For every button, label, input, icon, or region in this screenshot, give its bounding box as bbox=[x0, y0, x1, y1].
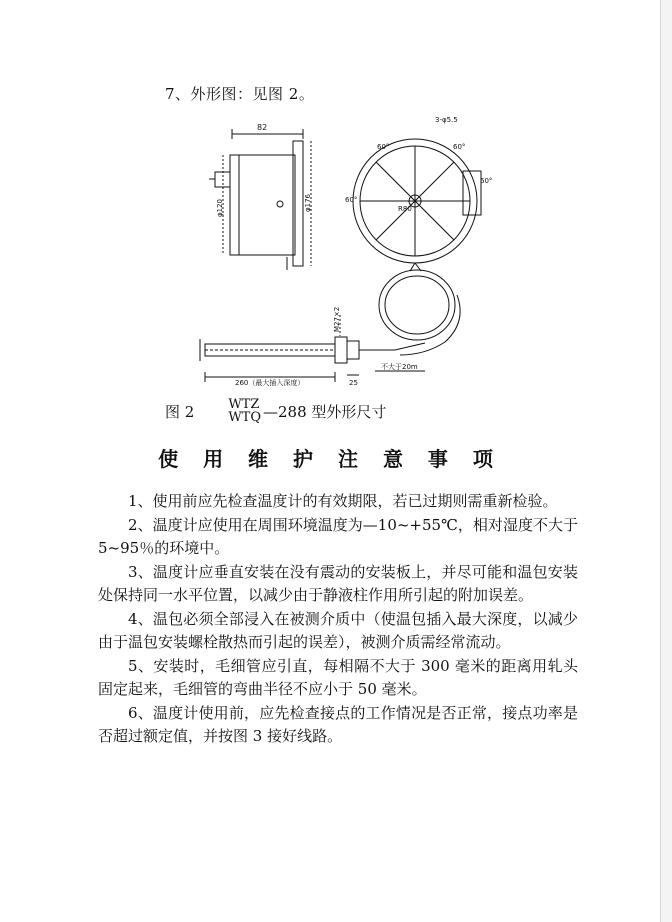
note-paragraph-6: 6、温度计使用前，应先检查接点的工作情况是否正常，接点功率是否超过额定值，并按图 3 接好线路。 bbox=[98, 703, 578, 745]
section-title: 使 用 维 护 注 意 事 项 bbox=[158, 447, 502, 471]
figure-number: 图 2 bbox=[165, 402, 195, 421]
section-7-heading: 7、外形图：见图 2。 bbox=[165, 85, 315, 103]
front-view bbox=[345, 116, 492, 271]
note-paragraph-3: 3、温度计应垂直安装在没有震动的安装板上，并尽可能和温包安装处保持同一水平位置，以减少由于静液柱作用所引起的附加误差。 bbox=[98, 562, 578, 604]
note-paragraph-2: 2、温度计应使用在周围环境温度为—10~+55℃，相对湿度不大于 5~95％的环境中。 bbox=[98, 515, 578, 557]
maintenance-notes bbox=[98, 490, 578, 749]
radius-r80-label: R80 bbox=[398, 205, 412, 213]
note-paragraph-1: 1、使用前应先检查温度计的有效期限，若已过期则需重新检验。 bbox=[128, 492, 558, 510]
insert-depth-label: 260（最大插入深度） bbox=[235, 379, 305, 387]
capillary-coil bbox=[379, 270, 460, 355]
model-wtq: WTQ bbox=[228, 410, 262, 425]
note-paragraph-5: 5、安装时，毛细管应引直，每相隔不大于 300 毫米的距离用轧头固定起来，毛细管的弯曲半径不应小于 50 毫米。 bbox=[98, 656, 578, 698]
outline-drawing-figure bbox=[195, 107, 515, 392]
caption-suffix: —288 型外形尺寸 bbox=[263, 402, 387, 421]
side-view bbox=[209, 123, 312, 270]
angle-60-label-1: 60° bbox=[377, 143, 390, 151]
angle-60-label-3: 60° bbox=[480, 177, 493, 185]
capillary-length-label: 不大于20m bbox=[381, 363, 418, 371]
model-stack bbox=[228, 398, 261, 424]
nut-25-label: 25 bbox=[349, 379, 358, 387]
angle-60-label-4: 60° bbox=[345, 196, 358, 204]
thread-m27x2-label: M27×2 bbox=[333, 306, 341, 332]
figure-caption bbox=[165, 398, 386, 424]
dim-phi176-label: φ176 bbox=[304, 194, 312, 212]
dim-phi120-label: φ120 bbox=[216, 199, 224, 217]
holes-3-phi5-5-label: 3-φ5.5 bbox=[435, 116, 458, 124]
model-wtz: WTZ bbox=[228, 397, 260, 412]
note-paragraph-4: 4、温包必须全部浸入在被测介质中（使温包插入最大深度，以减少由于温包安装螺栓散热而引起的误差），被测介质需经常流动。 bbox=[98, 609, 578, 651]
dim-82-label: 82 bbox=[257, 123, 268, 132]
angle-60-label-2: 60° bbox=[453, 143, 466, 151]
temperature-bulb bbox=[200, 307, 425, 387]
